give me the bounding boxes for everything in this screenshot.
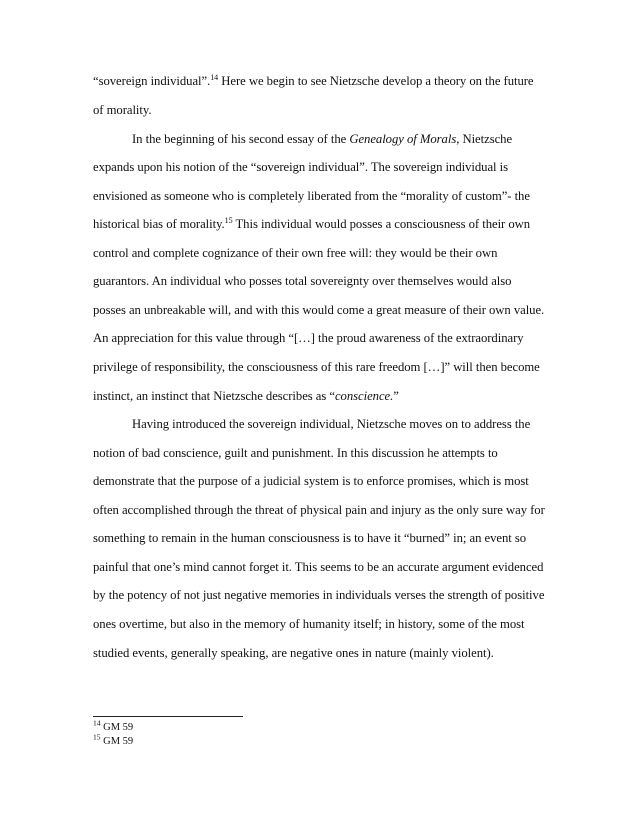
footnote-number: 15 (93, 732, 101, 742)
body-line-6: historical bias of morality.$^{15}$ This individual would posses a consciousness of their own (93, 215, 531, 231)
footnote-number: 14 (93, 718, 101, 728)
body-line-15: demonstrate that the purpose of a judicial system is to enforce promises, which is most (93, 474, 529, 488)
body-line-1: “sovereign individual”.$^{14}$ Here we begin to see Nietzsche develop a theory on the future (93, 72, 534, 88)
book-title: Genealogy of Morals (349, 132, 457, 146)
body-line-9: posses an unbreakable will, and with this would come a great measure of their own value. (93, 303, 545, 317)
body-line-18: painful that one’s mind cannot forget it. This seems to be an accurate argument evidenced (93, 560, 544, 574)
footnote-text: GM 59 (100, 736, 134, 747)
emphasis-conscience: conscience. (334, 389, 394, 403)
body-line-3: In the beginning of his second essay of the Genealogy of Morals, Nietzsche (132, 132, 513, 146)
body-line-21: studied events, generally speaking, are negative ones in nature (mainly violent). (93, 646, 494, 660)
body-line-7: control and complete cognizance of their own free will: they would be their own (93, 246, 498, 260)
body-line-20: ones overtime, but also in the memory of humanity itself; in history, some of the most (93, 617, 525, 631)
body-line-17: something to remain in the human consciousness is to have it “burned” in; an event so (93, 531, 527, 545)
body-line-2: of morality. (93, 103, 152, 117)
footnote-ref-15: 15 (224, 215, 233, 225)
footnote-text: GM 59 (100, 722, 134, 733)
footnote-15 (93, 732, 134, 748)
body-line-8: guarantors. An individual who posses total sovereignty over themselves would also (93, 274, 512, 288)
body-line-10: An appreciation for this value through “[…] the proud awareness of the extraordinary (93, 331, 524, 345)
body-line-4: expands upon his notion of the “sovereign individual”. The sovereign individual is (93, 160, 508, 174)
body-line-12: instinct, an instinct that Nietzsche describes as “conscience.” (93, 389, 399, 403)
body-line-13: Having introduced the sovereign individual, Nietzsche moves on to address the (132, 417, 531, 431)
footnote-ref-14: 14 (210, 72, 219, 82)
body-line-5: envisioned as someone who is completely liberated from the “morality of custom”- the (93, 189, 530, 203)
body-line-19: by the potency of not just negative memories in individuals verses the strength of positive (93, 588, 545, 602)
body-line-11: privilege of responsibility, the consciousness of this rare freedom […]” will then become (93, 360, 540, 374)
body-line-14: notion of bad conscience, guilt and punishment. In this discussion he attempts to (93, 446, 498, 460)
footnote-separator (93, 716, 243, 717)
body-line-16: often accomplished through the threat of physical pain and injury as the only sure way for (93, 503, 545, 517)
